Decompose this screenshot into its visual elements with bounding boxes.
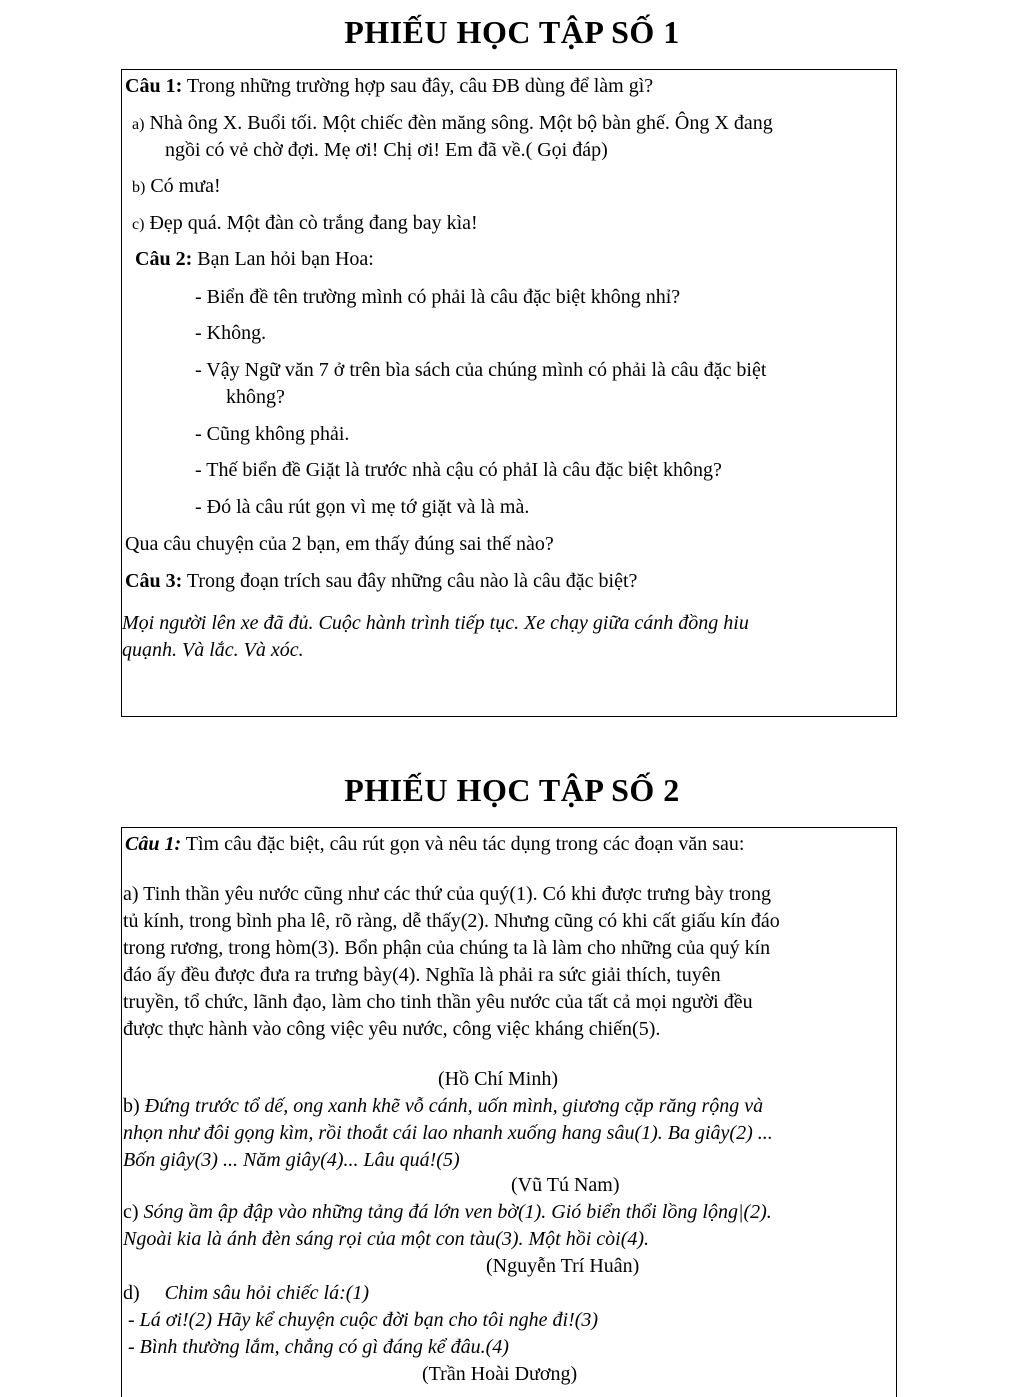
s2-a-line5: truyền, tổ chức, lãnh đạo, làm cho tinh thần yêu nước của tất cả mọi người đều xyxy=(123,991,753,1013)
s2-b-line3: Bốn giây(3) ... Năm giây(4)... Lâu quá!(5) xyxy=(123,1149,460,1171)
s1-dialogue-3-line1: - Vậy Ngữ văn 7 ở trên bìa sách của chúng mình có phải là câu đặc biệt xyxy=(195,359,767,381)
s1-dialogue-6: - Đó là câu rút gọn vì mẹ tớ giặt và là mà. xyxy=(195,496,530,518)
s2-c-line1 xyxy=(123,1199,772,1225)
s2-q1-label: Câu 1: xyxy=(125,833,182,855)
s2-a-line2: tủ kính, trong bình pha lê, rõ ràng, dễ thấy(2). Nhưng cũng có khi cất giấu kín đáo xyxy=(123,910,780,932)
s1-q1b-text: Có mưa! xyxy=(145,175,221,197)
s1-q1a-mark: a) xyxy=(132,116,145,133)
s2-a-line4: đáo ấy đều được đưa ra trưng bày(4). Nghĩa là phải ra sức giải thích, tuyên xyxy=(123,964,721,986)
s2-d-line3: - Bình thường lắm, chẳng có gì đáng kể đâu.(4) xyxy=(128,1336,509,1358)
s1-q1a-line2: ngồi có vẻ chờ đợi. Mẹ ơi! Chị ơi! Em đã về.( Gọi đáp) xyxy=(165,139,608,161)
s2-d-mark: d) xyxy=(123,1282,140,1304)
s2-a-line1: a) Tinh thần yêu nước cũng như các thứ của quý(1). Có khi được trưng bày trong xyxy=(123,883,772,905)
s2-a-line6: được thực hành vào công việc yêu nước, công việc kháng chiến(5). xyxy=(123,1018,661,1040)
s2-b-author: (Vũ Tú Nam) xyxy=(511,1174,620,1196)
s1-dialogue-5: - Thế biển đề Giặt là trước nhà cậu có phảI là câu đặc biệt không? xyxy=(195,459,722,481)
s2-c-text1: Sóng ầm ập đập vào những tảng đá lớn ven bờ(1). Gió biển thổi lồng lộng|(2). xyxy=(138,1201,772,1223)
s1-q1c xyxy=(132,210,478,238)
s2-c-mark: c) xyxy=(123,1201,139,1223)
s1-q1-text: Trong những trường hợp sau đây, câu ĐB dùng để làm gì? xyxy=(182,75,654,97)
s2-a-line3: trong rương, trong hòm(3). Bổn phận của chúng ta là làm cho những của quý kín xyxy=(123,937,771,959)
s1-q2-label: Câu 2: xyxy=(135,248,193,270)
s2-b-mark: b) xyxy=(123,1095,140,1117)
s2-c-line2: Ngoài kia là ánh đèn sáng rọi của một con tàu(3). Một hồi còi(4). xyxy=(123,1228,650,1250)
s1-q3-passage-line1: Mọi người lên xe đã đủ. Cuộc hành trình tiếp tục. Xe chạy giữa cánh đồng hiu xyxy=(122,612,749,634)
s2-d-line2: - Lá ơi!(2) Hãy kể chuyện cuộc đời bạn cho tôi nghe đi!(3) xyxy=(128,1309,599,1331)
s1-dialogue-4: - Cũng không phải. xyxy=(195,423,350,445)
s1-q1b-mark: b) xyxy=(132,179,146,196)
s1-q1c-mark: c) xyxy=(132,216,145,233)
s1-q3-passage-line2: quạnh. Và lắc. Và xóc. xyxy=(122,639,304,661)
s2-q1-text: Tìm câu đặc biệt, câu rút gọn và nêu tác dụng trong các đoạn văn sau: xyxy=(181,833,745,855)
s2-b-line2: nhọn như đôi gọng kìm, rồi thoắt cái lao nhanh xuống hang sâu(1). Ba giây(2) ... xyxy=(123,1122,773,1144)
sheet1-title: PHIẾU HỌC TẬP SỐ 1 xyxy=(344,14,680,50)
s1-q3-label: Câu 3: xyxy=(125,570,183,592)
s2-q1 xyxy=(125,831,744,857)
s1-q1-label: Câu 1: xyxy=(125,75,183,97)
s1-q1a-line1: Nhà ông X. Buổi tối. Một chiếc đèn măng sông. Một bộ bàn ghế. Ông X đang xyxy=(144,112,773,134)
s2-d-text1: Chim sâu hỏi chiếc lá:(1) xyxy=(164,1282,370,1304)
s1-q2-end: Qua câu chuyện của 2 bạn, em thấy đúng sai thế nào? xyxy=(125,533,554,555)
s2-c-author: (Nguyễn Trí Huân) xyxy=(486,1255,640,1277)
s1-q2 xyxy=(135,246,374,272)
s1-dialogue-2: - Không. xyxy=(195,322,267,344)
s1-q1 xyxy=(125,73,653,99)
s1-q1b xyxy=(132,173,221,201)
s1-dialogue-1: - Biển đề tên trường mình có phải là câu đặc biệt không nhỉ? xyxy=(195,286,681,308)
s1-dialogue-3-line2: không? xyxy=(226,386,285,408)
s1-q3 xyxy=(125,568,637,594)
s2-d-line1 xyxy=(123,1280,369,1306)
s1-q1a xyxy=(132,110,773,138)
s2-d-author: (Trần Hoài Dương) xyxy=(422,1363,578,1385)
sheet2-title: PHIẾU HỌC TẬP SỐ 2 xyxy=(344,772,680,808)
s2-a-author: (Hồ Chí Minh) xyxy=(438,1068,558,1090)
s1-q2-text: Bạn Lan hỏi bạn Hoa: xyxy=(192,248,374,270)
s1-q1c-text: Đẹp quá. Một đàn cò trắng đang bay kìa! xyxy=(144,212,478,234)
s2-b-line1 xyxy=(123,1093,763,1119)
s2-b-text1: Đứng trước tổ dế, ong xanh khẽ vỗ cánh, uốn mình, giương cặp răng rộng và xyxy=(139,1095,764,1117)
s1-q3-text: Trong đoạn trích sau đây những câu nào là câu đặc biệt? xyxy=(182,570,638,592)
